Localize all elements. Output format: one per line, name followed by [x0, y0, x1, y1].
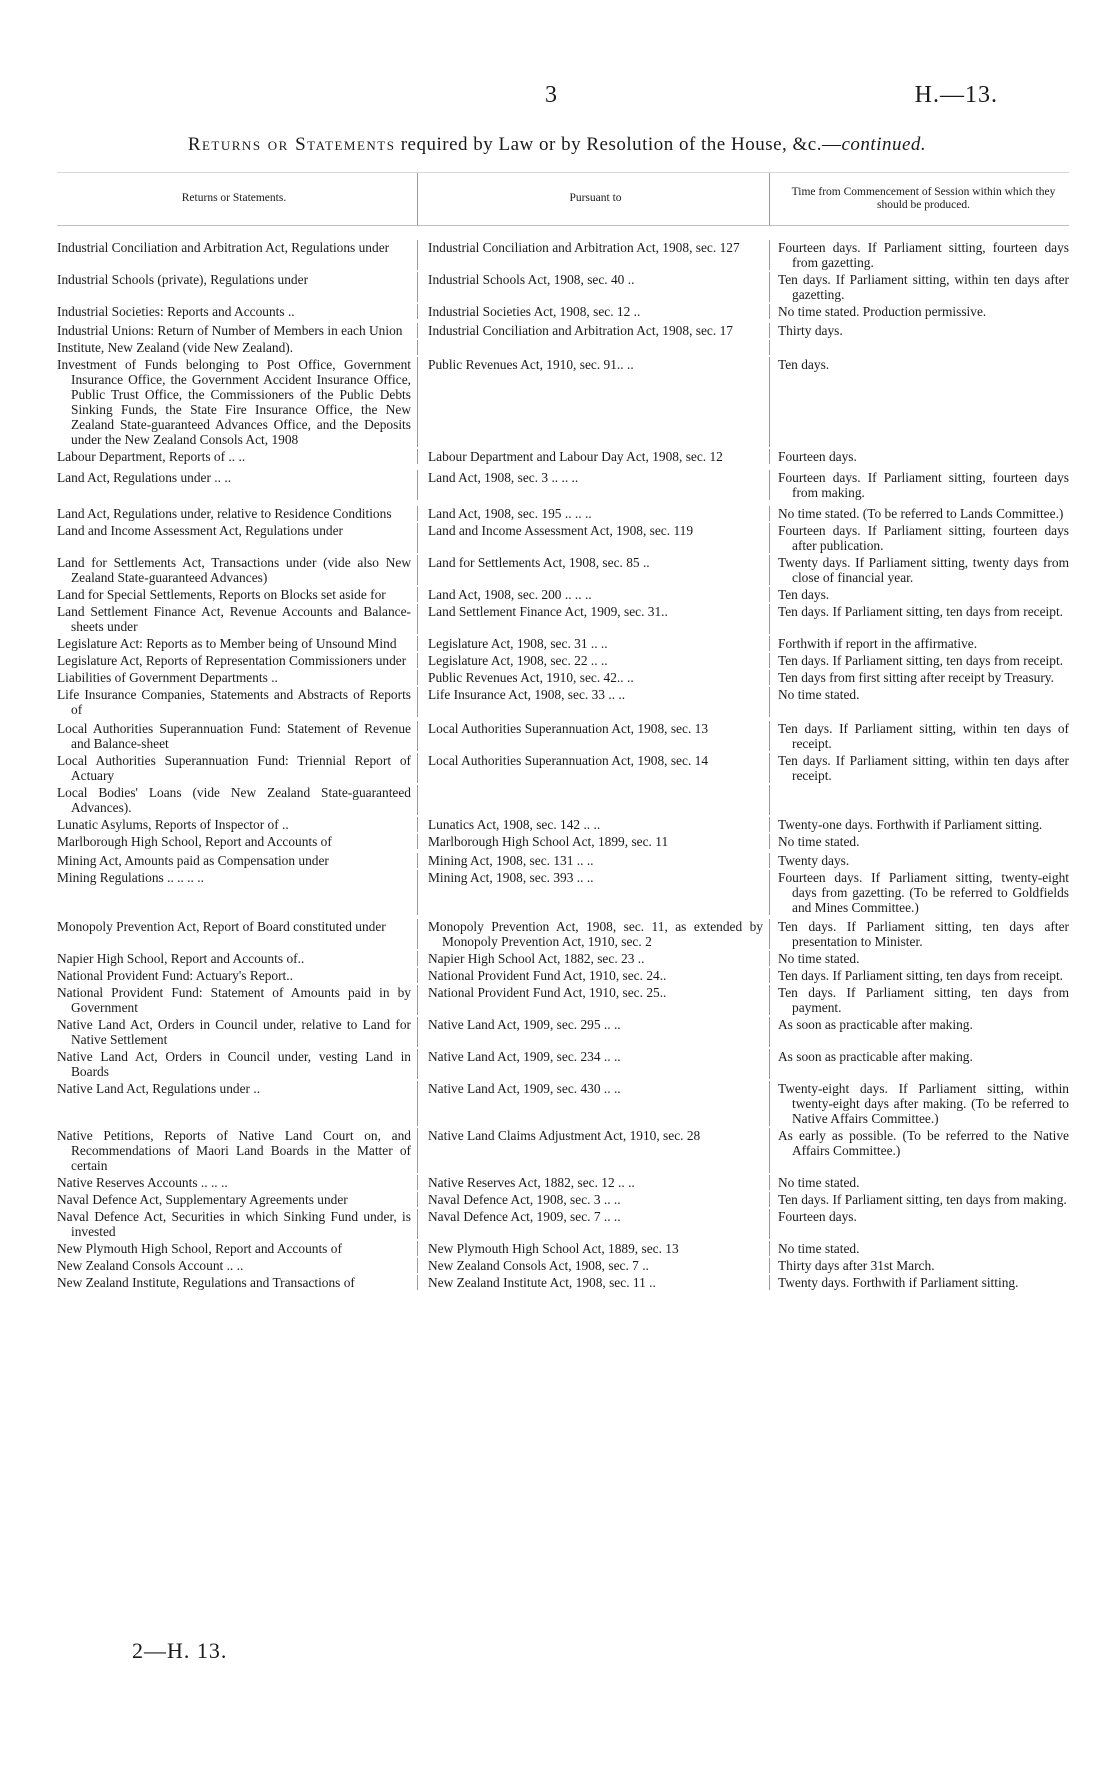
cell-returns [57, 951, 417, 966]
cell-pursuant [417, 272, 769, 302]
returns-text: Land Act, Regulations under .. .. [57, 470, 232, 485]
table-row [57, 721, 1069, 751]
time-text: Twenty-one days. Forthwith if Parliament sitting. [778, 817, 1043, 832]
cell-pursuant [417, 1258, 769, 1273]
title-continued: continued. [841, 134, 927, 155]
cell-returns [57, 687, 417, 717]
table-row [57, 1275, 1069, 1290]
returns-text: New Plymouth High School, Report and Accounts of [57, 1241, 342, 1256]
cell-pursuant [417, 985, 769, 1015]
returns-text: Land Settlement Finance Act, Revenue Accounts and Balance-sheets under [57, 604, 411, 634]
returns-text: Labour Department, Reports of .. .. [57, 449, 246, 464]
pursuant-text: Local Authorities Superannuation Act, 1908, sec. 13 [428, 721, 709, 736]
returns-text: Industrial Conciliation and Arbitration Act, Regulations under [57, 240, 390, 255]
table-row [57, 919, 1069, 949]
time-text: Twenty days. Forthwith if Parliament sitting. [778, 1275, 1019, 1290]
pursuant-text: New Zealand Consols Act, 1908, sec. 7 .. [428, 1258, 649, 1273]
cell-time [769, 670, 1069, 685]
pursuant-text: Napier High School Act, 1882, sec. 23 .. [428, 951, 645, 966]
table-header [57, 172, 1069, 226]
cell-time [769, 1128, 1069, 1173]
returns-text: Naval Defence Act, Securities in which Sinking Fund under, is invested [57, 1209, 411, 1239]
table-row [57, 304, 1069, 319]
cell-returns [57, 670, 417, 685]
cell-pursuant [417, 1049, 769, 1079]
cell-pursuant [417, 1017, 769, 1047]
table-row [57, 785, 1069, 815]
cell-returns [57, 240, 417, 270]
pursuant-text: Land Settlement Finance Act, 1909, sec. 31.. [428, 604, 668, 619]
table-row [57, 817, 1069, 832]
time-text: Ten days. If Parliament sitting, within ten days of receipt. [778, 721, 1069, 751]
returns-text: Industrial Schools (private), Regulations under [57, 272, 309, 287]
time-text: As early as possible. (To be referred to the Native Affairs Committee.) [778, 1128, 1069, 1158]
table-row [57, 1049, 1069, 1079]
table-row [57, 555, 1069, 585]
time-text: Ten days. If Parliament sitting, ten days from receipt. [778, 653, 1064, 668]
time-text: Ten days. If Parliament sitting, ten days from payment. [778, 985, 1069, 1015]
pursuant-text: Industrial Schools Act, 1908, sec. 40 .. [428, 272, 635, 287]
cell-returns [57, 470, 417, 500]
table-row [57, 1241, 1069, 1256]
cell-time [769, 1241, 1069, 1256]
returns-text: Land for Settlements Act, Transactions under (vide also New Zealand State-guaranteed Advances) [57, 555, 411, 585]
time-text: Ten days. If Parliament sitting, within ten days after gazetting. [778, 272, 1069, 302]
cell-returns [57, 357, 417, 447]
returns-text: Investment of Funds belonging to Post Office, Government Insurance Office, the Government Accident Insurance Office, Public Trust Office, the Commissioners of the Public Debts Sinking Funds, the State Fire Insurance Office, the New Zealand State-guaranteed Advances Office, and the Deposits under the New Zealand Consols Act, 1908 [57, 357, 411, 447]
pursuant-text: Lunatics Act, 1908, sec. 142 .. .. [428, 817, 601, 832]
returns-text: Land and Income Assessment Act, Regulations under [57, 523, 343, 538]
cell-returns [57, 817, 417, 832]
returns-text: Industrial Unions: Return of Number of Members in each Union [57, 323, 403, 338]
cell-pursuant [417, 1192, 769, 1207]
cell-time [769, 240, 1069, 270]
cell-returns [57, 1049, 417, 1079]
returns-text: New Zealand Institute, Regulations and Transactions of [57, 1275, 355, 1290]
pursuant-text: Legislature Act, 1908, sec. 22 .. .. [428, 653, 608, 668]
cell-time [769, 919, 1069, 949]
cell-returns [57, 304, 417, 319]
cell-returns [57, 323, 417, 338]
cell-pursuant [417, 587, 769, 602]
time-text: Twenty days. [778, 853, 850, 868]
cell-pursuant [417, 470, 769, 500]
returns-text: Land for Special Settlements, Reports on Blocks set aside for [57, 587, 386, 602]
table-row [57, 240, 1069, 270]
cell-pursuant [417, 506, 769, 521]
pursuant-text: Legislature Act, 1908, sec. 31 .. .. [428, 636, 608, 651]
cell-time [769, 449, 1069, 464]
cell-pursuant [417, 357, 769, 447]
table-row [57, 968, 1069, 983]
cell-returns [57, 506, 417, 521]
cell-pursuant [417, 951, 769, 966]
cell-time [769, 272, 1069, 302]
time-text: Thirty days after 31st March. [778, 1258, 935, 1273]
time-text: Forthwith if report in the affirmative. [778, 636, 978, 651]
pursuant-text: Naval Defence Act, 1908, sec. 3 .. .. [428, 1192, 621, 1207]
returns-text: Life Insurance Companies, Statements and Abstracts of Reports of [57, 687, 411, 717]
cell-returns [57, 1128, 417, 1173]
cell-time [769, 870, 1069, 915]
cell-time [769, 721, 1069, 751]
cell-pursuant [417, 785, 769, 815]
table-row [57, 1175, 1069, 1190]
pursuant-text: National Provident Fund Act, 1910, sec. 25.. [428, 985, 667, 1000]
cell-time [769, 304, 1069, 319]
table-row [57, 834, 1069, 849]
pursuant-text: Land for Settlements Act, 1908, sec. 85 .. [428, 555, 650, 570]
table-row [57, 272, 1069, 302]
cell-returns [57, 919, 417, 949]
cell-time [769, 785, 1069, 815]
pursuant-text: Land Act, 1908, sec. 3 .. .. .. [428, 470, 579, 485]
table-row [57, 523, 1069, 553]
pursuant-text: Native Land Claims Adjustment Act, 1910, sec. 28 [428, 1128, 701, 1143]
time-text: Fourteen days. If Parliament sitting, fourteen days after publication. [778, 523, 1069, 553]
time-text: Twenty days. If Parliament sitting, twenty days from close of financial year. [778, 555, 1069, 585]
returns-text: Mining Act, Amounts paid as Compensation under [57, 853, 329, 868]
pursuant-text: Native Land Act, 1909, sec. 430 .. .. [428, 1081, 621, 1096]
time-text: No time stated. Production permissive. [778, 304, 987, 319]
pursuant-text: Naval Defence Act, 1909, sec. 7 .. .. [428, 1209, 621, 1224]
cell-pursuant [417, 1275, 769, 1290]
returns-text: Institute, New Zealand (vide New Zealand). [57, 340, 294, 355]
returns-text: Lunatic Asylums, Reports of Inspector of .. [57, 817, 289, 832]
cell-time [769, 853, 1069, 868]
cell-returns [57, 853, 417, 868]
time-text: No time stated. [778, 1241, 860, 1256]
cell-pursuant [417, 968, 769, 983]
cell-returns [57, 1258, 417, 1273]
time-text: Fourteen days. [778, 449, 857, 464]
time-text: Thirty days. [778, 323, 843, 338]
cell-pursuant [417, 604, 769, 634]
table-row [57, 753, 1069, 783]
cell-returns [57, 968, 417, 983]
cell-pursuant [417, 1128, 769, 1173]
cell-time [769, 834, 1069, 849]
table-row [57, 985, 1069, 1015]
table-row [57, 1258, 1069, 1273]
cell-returns [57, 1209, 417, 1239]
pursuant-text: Native Land Act, 1909, sec. 234 .. .. [428, 1049, 621, 1064]
returns-text: Mining Regulations .. .. .. .. [57, 870, 204, 885]
cell-returns [57, 1017, 417, 1047]
title-small-caps: Returns or Statements [187, 134, 396, 155]
returns-table [57, 172, 1069, 1292]
returns-text: Native Land Act, Orders in Council under, relative to Land for Native Settlement [57, 1017, 411, 1047]
cell-returns [57, 870, 417, 915]
header-returns: Returns or Statements. [181, 192, 287, 205]
table-row [57, 449, 1069, 464]
cell-time [769, 1017, 1069, 1047]
time-text: Fourteen days. [778, 1209, 857, 1224]
pursuant-text: New Zealand Institute Act, 1908, sec. 11 .. [428, 1275, 656, 1290]
table-row [57, 357, 1069, 447]
cell-time [769, 1081, 1069, 1126]
page-title [0, 134, 1114, 156]
table-row [57, 1128, 1069, 1173]
table-row [57, 870, 1069, 915]
table-row [57, 1209, 1069, 1239]
returns-text: Legislature Act, Reports of Representation Commissioners under [57, 653, 407, 668]
pursuant-text: Industrial Societies Act, 1908, sec. 12 .. [428, 304, 641, 319]
table-row [57, 653, 1069, 668]
cell-time [769, 357, 1069, 447]
time-text: Ten days. If Parliament sitting, within ten days after receipt. [778, 753, 1069, 783]
title-rest: required by Law or by Resolution of the House, &c.— [395, 134, 842, 155]
returns-text: Native Petitions, Reports of Native Land Court on, and Recommendations of Maori Land Boards in the Matter of certain [57, 1128, 411, 1173]
cell-returns [57, 604, 417, 634]
table-row [57, 1017, 1069, 1047]
returns-text: Liabilities of Government Departments .. [57, 670, 278, 685]
returns-text: New Zealand Consols Account .. .. [57, 1258, 244, 1273]
cell-pursuant [417, 817, 769, 832]
table-row [57, 506, 1069, 521]
cell-returns [57, 721, 417, 751]
cell-time [769, 1192, 1069, 1207]
cell-pursuant [417, 523, 769, 553]
cell-time [769, 636, 1069, 651]
table-row [57, 323, 1069, 338]
table-row [57, 340, 1069, 355]
cell-returns [57, 785, 417, 815]
pursuant-text: Land Act, 1908, sec. 195 .. .. .. [428, 506, 592, 521]
cell-returns [57, 753, 417, 783]
cell-returns [57, 555, 417, 585]
time-text: Ten days. If Parliament sitting, ten days from making. [778, 1192, 1067, 1207]
cell-pursuant [417, 834, 769, 849]
pursuant-text: Monopoly Prevention Act, 1908, sec. 11, as extended by Monopoly Prevention Act, 1910, sec. 2 [428, 919, 763, 949]
pursuant-text: Industrial Conciliation and Arbitration Act, 1908, sec. 17 [428, 323, 733, 338]
time-text: Twenty-eight days. If Parliament sitting, within twenty-eight days after making. (To be referred to Native Affairs Committee.) [778, 1081, 1069, 1126]
document-reference: H.—13. [914, 82, 998, 108]
pursuant-text: Labour Department and Labour Day Act, 1908, sec. 12 [428, 449, 723, 464]
cell-time [769, 753, 1069, 783]
returns-text: Napier High School, Report and Accounts of.. [57, 951, 305, 966]
pursuant-text: Land and Income Assessment Act, 1908, sec. 119 [428, 523, 694, 538]
cell-time [769, 1209, 1069, 1239]
returns-text: Local Authorities Superannuation Fund: Statement of Revenue and Balance-sheet [57, 721, 411, 751]
cell-pursuant [417, 636, 769, 651]
returns-text: Native Land Act, Orders in Council under, vesting Land in Boards [57, 1049, 411, 1079]
signature-mark: 2—H. 13. [132, 1638, 228, 1663]
time-text: Fourteen days. If Parliament sitting, fourteen days from gazetting. [778, 240, 1069, 270]
cell-pursuant [417, 1175, 769, 1190]
cell-time [769, 653, 1069, 668]
time-text: Fourteen days. If Parliament sitting, twenty-eight days from gazetting. (To be referred to Goldfields and Mines Committee.) [778, 870, 1069, 915]
returns-text: Local Bodies' Loans (vide New Zealand State-guaranteed Advances). [57, 785, 411, 815]
returns-text: Naval Defence Act, Supplementary Agreements under [57, 1192, 348, 1207]
time-text: No time stated. (To be referred to Lands Committee.) [778, 506, 1064, 521]
pursuant-text: Marlborough High School Act, 1899, sec. 11 [428, 834, 669, 849]
table-row [57, 587, 1069, 602]
cell-time [769, 1275, 1069, 1290]
cell-pursuant [417, 240, 769, 270]
cell-pursuant [417, 304, 769, 319]
pursuant-text: National Provident Fund Act, 1910, sec. 24.. [428, 968, 667, 983]
page-number: 3 [545, 82, 557, 108]
cell-pursuant [417, 753, 769, 783]
returns-text: National Provident Fund: Actuary's Report.. [57, 968, 293, 983]
cell-pursuant [417, 1209, 769, 1239]
cell-pursuant [417, 670, 769, 685]
cell-time [769, 1258, 1069, 1273]
cell-pursuant [417, 653, 769, 668]
cell-time [769, 604, 1069, 634]
cell-returns [57, 587, 417, 602]
table-row [57, 853, 1069, 868]
cell-pursuant [417, 1241, 769, 1256]
time-text: No time stated. [778, 951, 860, 966]
table-row [57, 670, 1069, 685]
cell-returns [57, 449, 417, 464]
cell-returns [57, 985, 417, 1015]
pursuant-text: Native Reserves Act, 1882, sec. 12 .. .. [428, 1175, 635, 1190]
cell-returns [57, 1275, 417, 1290]
cell-returns [57, 636, 417, 651]
cell-time [769, 555, 1069, 585]
pursuant-text: Native Land Act, 1909, sec. 295 .. .. [428, 1017, 621, 1032]
time-text: No time stated. [778, 834, 860, 849]
cell-returns [57, 523, 417, 553]
table-row [57, 687, 1069, 717]
table-row [57, 604, 1069, 634]
pursuant-text: Mining Act, 1908, sec. 131 .. .. [428, 853, 594, 868]
pursuant-text: Industrial Conciliation and Arbitration Act, 1908, sec. 127 [428, 240, 740, 255]
cell-pursuant [417, 1081, 769, 1126]
returns-text: Native Land Act, Regulations under .. [57, 1081, 261, 1096]
header-pursuant: Pursuant to [417, 173, 769, 225]
cell-time [769, 951, 1069, 966]
cell-time [769, 1049, 1069, 1079]
returns-text: Native Reserves Accounts .. .. .. [57, 1175, 228, 1190]
returns-text: National Provident Fund: Statement of Amounts paid in by Government [57, 985, 411, 1015]
cell-returns [57, 340, 417, 355]
cell-time [769, 340, 1069, 355]
time-text: Ten days. [778, 587, 830, 602]
pursuant-text: Local Authorities Superannuation Act, 1908, sec. 14 [428, 753, 709, 768]
cell-time [769, 985, 1069, 1015]
cell-returns [57, 272, 417, 302]
cell-time [769, 817, 1069, 832]
returns-text: Marlborough High School, Report and Accounts of [57, 834, 332, 849]
table-row [57, 1081, 1069, 1126]
returns-text: Land Act, Regulations under, relative to Residence Conditions [57, 506, 392, 521]
cell-pursuant [417, 340, 769, 355]
cell-returns [57, 653, 417, 668]
time-text: No time stated. [778, 1175, 860, 1190]
pursuant-text: Land Act, 1908, sec. 200 .. .. .. [428, 587, 592, 602]
cell-time [769, 968, 1069, 983]
cell-returns [57, 1241, 417, 1256]
time-text: As soon as practicable after making. [778, 1049, 973, 1064]
header-time: Time from Commencement of Session within which they should be produced. [769, 173, 1069, 225]
cell-returns [57, 1081, 417, 1126]
cell-time [769, 470, 1069, 500]
cell-pursuant [417, 323, 769, 338]
returns-text: Local Authorities Superannuation Fund: Triennial Report of Actuary [57, 753, 411, 783]
time-text: No time stated. [778, 687, 860, 702]
time-text: Ten days. If Parliament sitting, ten days from receipt. [778, 968, 1064, 983]
table-body [57, 226, 1069, 1290]
time-text: Ten days. If Parliament sitting, ten days from receipt. [778, 604, 1064, 619]
time-text: Ten days from first sitting after receipt by Treasury. [778, 670, 1054, 685]
table-row [57, 951, 1069, 966]
cell-returns [57, 1175, 417, 1190]
cell-pursuant [417, 870, 769, 915]
time-text: As soon as practicable after making. [778, 1017, 973, 1032]
cell-time [769, 1175, 1069, 1190]
returns-text: Monopoly Prevention Act, Report of Board constituted under [57, 919, 386, 934]
returns-text: Industrial Societies: Reports and Accounts .. [57, 304, 295, 319]
cell-pursuant [417, 555, 769, 585]
time-text: Ten days. [778, 357, 830, 372]
pursuant-text: Public Revenues Act, 1910, sec. 42.. .. [428, 670, 634, 685]
cell-pursuant [417, 919, 769, 949]
pursuant-text: Mining Act, 1908, sec. 393 .. .. [428, 870, 594, 885]
cell-pursuant [417, 687, 769, 717]
cell-time [769, 506, 1069, 521]
returns-text: Legislature Act: Reports as to Member being of Unsound Mind [57, 636, 397, 651]
cell-time [769, 523, 1069, 553]
pursuant-text: Life Insurance Act, 1908, sec. 33 .. .. [428, 687, 626, 702]
pursuant-text: Public Revenues Act, 1910, sec. 91.. .. [428, 357, 634, 372]
cell-time [769, 323, 1069, 338]
cell-pursuant [417, 853, 769, 868]
time-text: Fourteen days. If Parliament sitting, fourteen days from making. [778, 470, 1069, 500]
cell-time [769, 687, 1069, 717]
table-row [57, 1192, 1069, 1207]
table-row [57, 470, 1069, 500]
time-text: Ten days. If Parliament sitting, ten days after presentation to Minister. [778, 919, 1069, 949]
pursuant-text: New Plymouth High School Act, 1889, sec. 13 [428, 1241, 679, 1256]
cell-pursuant [417, 721, 769, 751]
cell-pursuant [417, 449, 769, 464]
cell-time [769, 587, 1069, 602]
cell-returns [57, 1192, 417, 1207]
table-row [57, 636, 1069, 651]
cell-returns [57, 834, 417, 849]
